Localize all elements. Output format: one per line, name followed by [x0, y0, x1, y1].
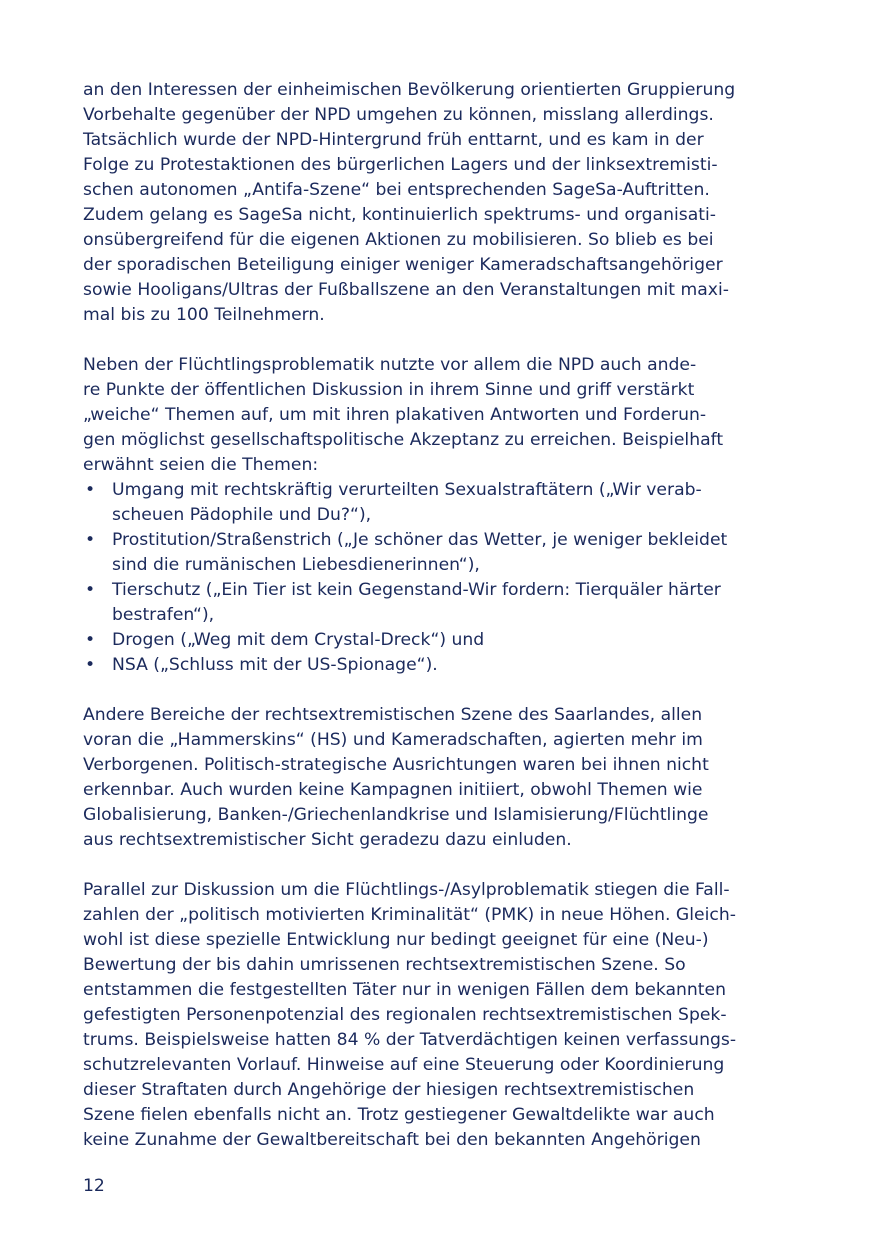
page-body [83, 78, 793, 1153]
text-line: erwähnt seien die Themen: [83, 455, 319, 475]
text-line: Andere Bereiche der rechtsextremistischen Szene des Saarlandes, allen [83, 705, 703, 725]
topic-list [83, 478, 793, 678]
text-line: dieser Straftaten durch Angehörige der hiesigen rechtsextremistischen [83, 1080, 695, 1100]
list-item [83, 478, 793, 528]
text-line: bestrafen“), [112, 605, 215, 625]
bullet-marker: • [85, 655, 96, 675]
text-line: Vorbehalte gegenüber der NPD umgehen zu können, misslang allerdings. [83, 105, 714, 125]
text-line: Zudem gelang es SageSa nicht, kontinuierlich spektrums- und organisati- [83, 205, 716, 225]
list-item [83, 653, 793, 678]
text-line: voran die „Hammerskins“ (HS) und Kameradschaften, agierten mehr im [83, 730, 703, 750]
text-line: scheuen Pädophile und Du?“), [112, 505, 372, 525]
text-line: NSA („Schluss mit der US-Spionage“). [112, 655, 438, 675]
page-number: 12 [83, 1176, 105, 1196]
text-line: Umgang mit rechtskräftig verurteilten Sexualstraftätern („Wir verab- [112, 480, 702, 500]
bullet-marker: • [85, 530, 96, 550]
list-item [83, 578, 793, 628]
text-line: entstammen die festgestellten Täter nur in wenigen Fällen dem bekannten [83, 980, 726, 1000]
text-line: Neben der Flüchtlingsproblematik nutzte vor allem die NPD auch ande- [83, 355, 697, 375]
text-line: re Punkte der öffentlichen Diskussion in ihrem Sinne und griff verstärkt [83, 380, 695, 400]
text-line: gefestigten Personenpotenzial des regionalen rechtsextremistischen Spek- [83, 1005, 727, 1025]
text-line: keine Zunahme der Gewaltbereitschaft bei den bekannten Angehörigen [83, 1130, 701, 1150]
text-line: Tierschutz („Ein Tier ist kein Gegenstand-Wir fordern: Tierquäler härter [112, 580, 721, 600]
paragraph-4 [83, 878, 793, 1153]
text-line: zahlen der „politisch motivierten Kriminalität“ (PMK) in neue Höhen. Gleich- [83, 905, 736, 925]
text-line: schen autonomen „Antifa-Szene“ bei entsprechenden SageSa-Auftritten. [83, 180, 710, 200]
paragraph-spacer [83, 853, 793, 878]
paragraph-3 [83, 703, 793, 853]
text-line: Parallel zur Diskussion um die Flüchtlings-/Asylproblematik stiegen die Fall- [83, 880, 730, 900]
text-line: an den Interessen der einheimischen Bevölkerung orientierten Gruppierung [83, 80, 736, 100]
list-item [83, 628, 793, 653]
text-line: Prostitution/Straßenstrich („Je schöner das Wetter, je weniger bekleidet [112, 530, 728, 550]
text-line: sind die rumänischen Liebesdienerinnen“), [112, 555, 480, 575]
text-line: aus rechtsextremistischer Sicht geradezu dazu einluden. [83, 830, 572, 850]
paragraph-spacer [83, 678, 793, 703]
text-line: onsübergreifend für die eigenen Aktionen zu mobilisieren. So blieb es bei [83, 230, 714, 250]
bullet-marker: • [85, 480, 96, 500]
text-line: Bewertung der bis dahin umrissenen rechtsextremistischen Szene. So [83, 955, 686, 975]
text-line: trums. Beispielsweise hatten 84 % der Tatverdächtigen keinen verfassungs- [83, 1030, 737, 1050]
paragraph-1 [83, 78, 793, 328]
text-line: Verborgenen. Politisch-strategische Ausrichtungen waren bei ihnen nicht [83, 755, 709, 775]
text-line: Globalisierung, Banken-/Griechenlandkrise und Islamisierung/Flüchtlinge [83, 805, 709, 825]
paragraph-spacer [83, 328, 793, 353]
text-line: gen möglichst gesellschaftspolitische Akzeptanz zu erreichen. Beispielhaft [83, 430, 724, 450]
text-line: mal bis zu 100 Teilnehmern. [83, 305, 325, 325]
text-line: erkennbar. Auch wurden keine Kampagnen initiiert, obwohl Themen wie [83, 780, 703, 800]
text-line: wohl ist diese spezielle Entwicklung nur bedingt geeignet für eine (Neu-) [83, 930, 709, 950]
text-line: schutzrelevanten Vorlauf. Hinweise auf eine Steuerung oder Koordinierung [83, 1055, 725, 1075]
text-line: Drogen („Weg mit dem Crystal-Dreck“) und [112, 630, 485, 650]
paragraph-2 [83, 353, 793, 478]
list-item [83, 528, 793, 578]
text-line: der sporadischen Beteiligung einiger weniger Kameradschaftsangehöriger [83, 255, 723, 275]
bullet-marker: • [85, 580, 96, 600]
bullet-marker: • [85, 630, 96, 650]
text-line: Folge zu Protestaktionen des bürgerlichen Lagers und der linksextremisti- [83, 155, 718, 175]
text-line: sowie Hooligans/Ultras der Fußballszene an den Veranstaltungen mit maxi- [83, 280, 729, 300]
text-line: Tatsächlich wurde der NPD-Hintergrund früh enttarnt, und es kam in der [83, 130, 704, 150]
text-line: Szene fielen ebenfalls nicht an. Trotz gestiegener Gewaltdelikte war auch [83, 1105, 715, 1125]
text-line: „weiche“ Themen auf, um mit ihren plakativen Antworten und Forderun- [83, 405, 707, 425]
